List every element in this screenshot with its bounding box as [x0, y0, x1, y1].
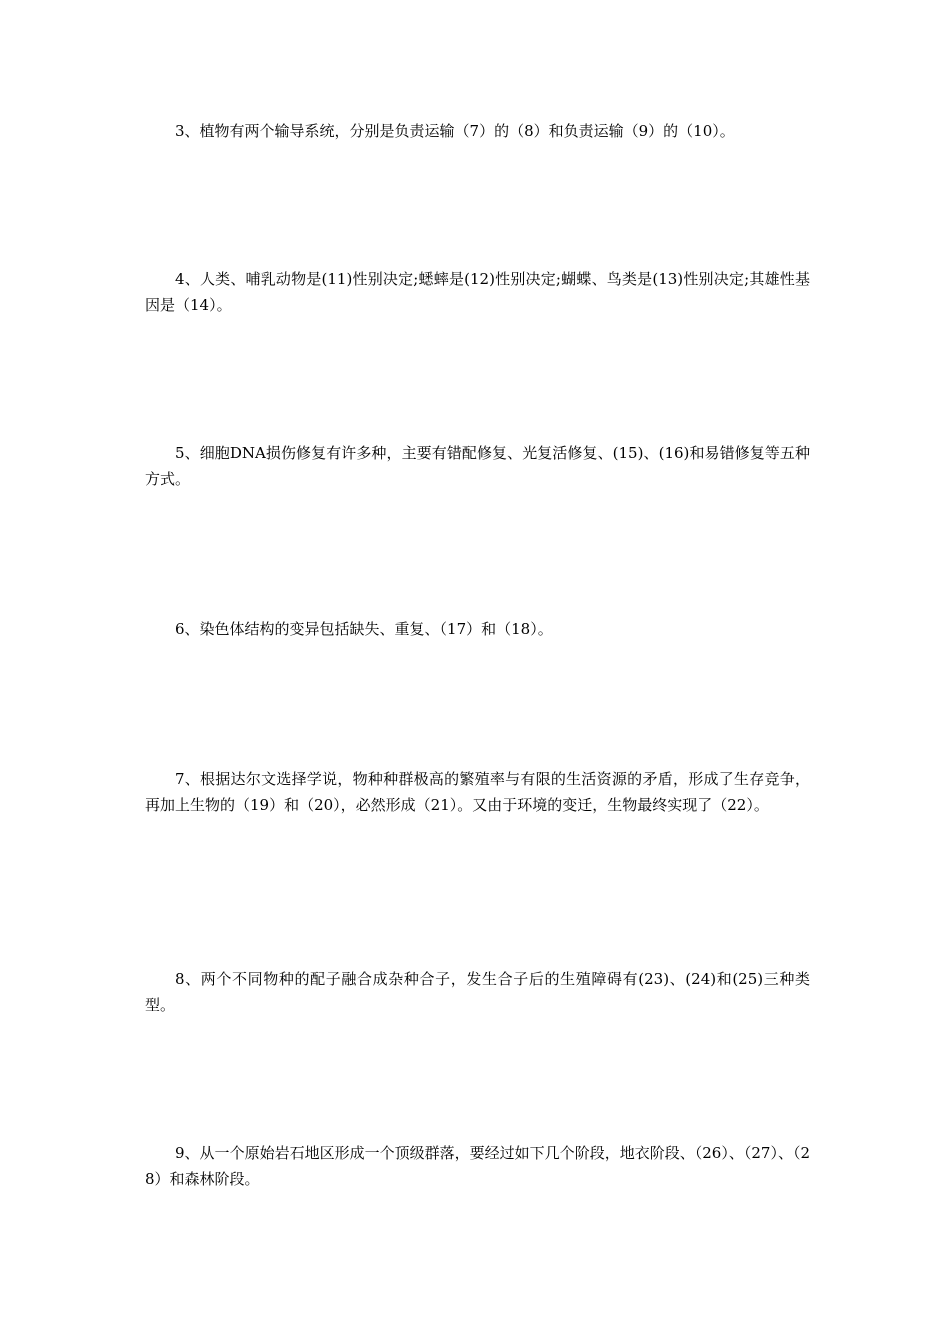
- question-3: 3、植物有两个输导系统，分别是负责运输（7）的（8）和负责运输（9）的（10）。: [175, 122, 735, 140]
- question-8: 8、两个不同物种的配子融合成杂种合子，发生合子后的生殖障碍有(23)、(24)和(25)三种类型。: [145, 970, 810, 1014]
- question-6: 6、染色体结构的变异包括缺失、重复、（17）和（18）。: [175, 620, 553, 638]
- question-4: 4、人类、哺乳动物是(11)性别决定;蟋蟀是(12)性别决定;蝴蝶、鸟类是(13)性别决定;其雄性基因是（14）。: [145, 270, 810, 314]
- question-7: 7、根据达尔文选择学说，物种种群极高的繁殖率与有限的生活资源的矛盾，形成了生存竞争，再加上生物的（19）和（20），必然形成（21）。又由于环境的变迁，生物最终实现了（22）。: [145, 770, 810, 814]
- question-9: 9、从一个原始岩石地区形成一个顶级群落，要经过如下几个阶段，地衣阶段、（26）、（27）、（28）和森林阶段。: [145, 1144, 810, 1188]
- question-5: 5、细胞DNA损伤修复有许多种，主要有错配修复、光复活修复、(15)、(16)和易错修复等五种方式。: [145, 444, 810, 488]
